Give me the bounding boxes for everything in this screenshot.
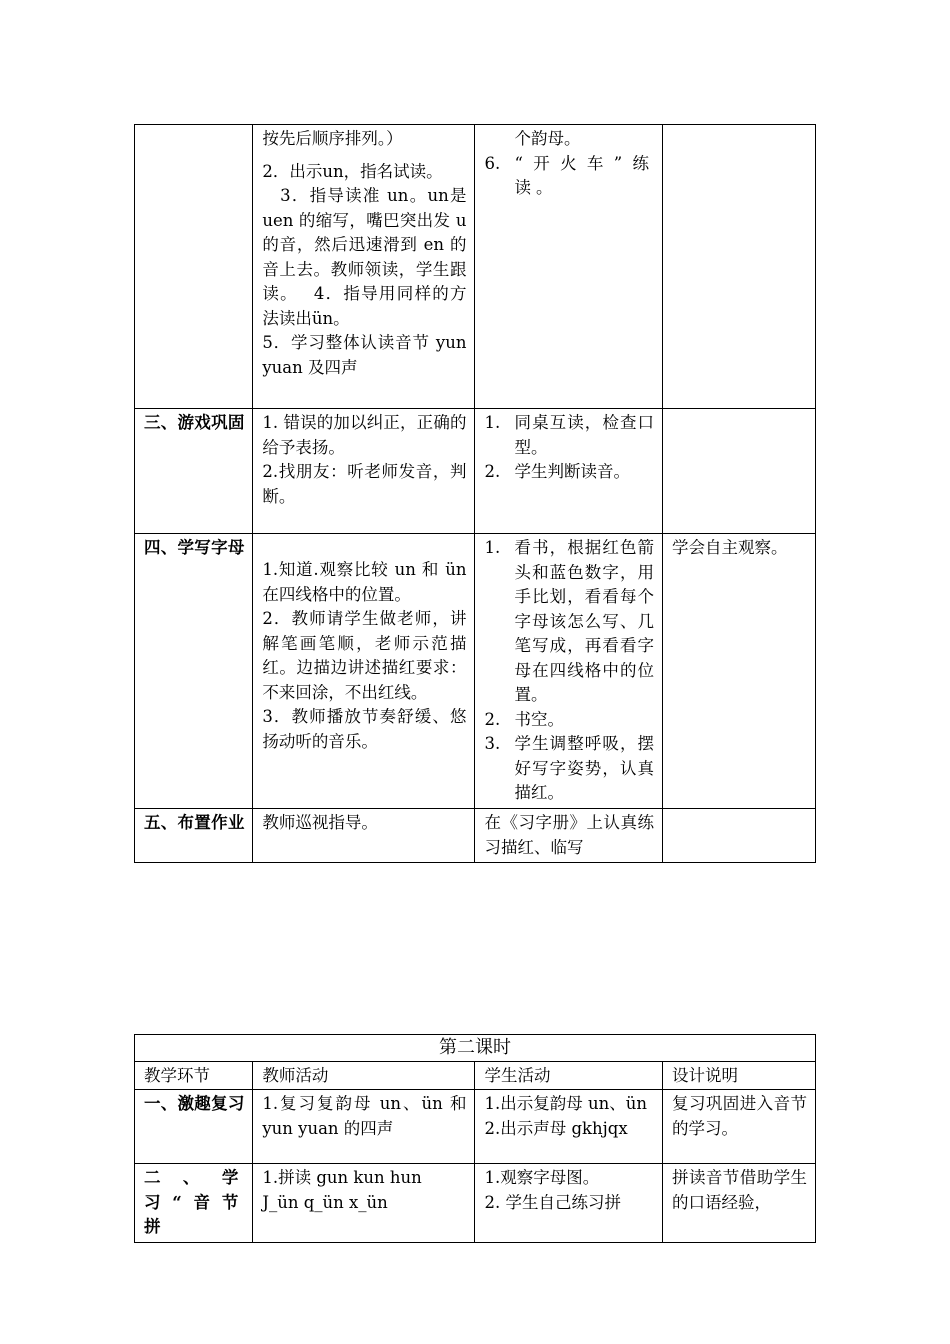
list-item — [484, 152, 654, 201]
teacher-line: 3．教师播放节奏舒缓、悠扬动听的音乐。 — [262, 707, 467, 751]
list-number: 6. — [484, 153, 501, 173]
design-note-cell — [663, 125, 816, 409]
teacher-activity-cell — [253, 125, 475, 409]
teacher-line: 1. 错误的加以纠正，正确的给予表扬。 — [262, 413, 467, 457]
teacher-line: 2．出示un，指名试读。 — [262, 161, 443, 181]
stage-cell — [135, 409, 253, 534]
stage-cell — [135, 125, 253, 409]
table-header-row — [135, 1062, 816, 1090]
teacher-line: 3．指导读准 un。un是 uen 的缩写，嘴巴突出发 u 的音，然后迅速滑到 en 的音上去。教师领读，学生跟读。 4．指导用同样的方法读出ün。 — [262, 186, 467, 328]
list-item — [484, 708, 654, 733]
stage-cell — [135, 809, 253, 863]
list-number: 1. — [484, 538, 501, 557]
design-note-cell — [663, 534, 816, 809]
teacher-line: 1.复习复韵母 un、ün 和 yun yuan 的四声 — [262, 1094, 467, 1138]
student-line: 2.出示声母 gkhjqx — [484, 1118, 628, 1138]
list-text: 看书，根据红色箭头和蓝色数字，用手比划，看看每个字母该怎么写、几笔写成，再看看字母在四线格中的位置。 — [514, 538, 655, 704]
student-activity-cell — [475, 409, 663, 534]
teacher-line: 5．学习整体认读音节 yun yuan 及四声 — [262, 333, 467, 377]
table-title-row — [135, 1035, 816, 1062]
teacher-line: 2．教师请学生做老师，讲解笔画笔顺，老师示范描红。边描边讲述描红要求：不来回涂，不出红线。 — [262, 609, 467, 702]
teacher-activity-cell — [253, 1164, 475, 1243]
design-note-cell — [663, 809, 816, 863]
list-item — [484, 732, 654, 806]
stage-cell — [135, 534, 253, 809]
list-text: 同桌互读，检查口型。 — [514, 413, 655, 457]
student-activity-cell — [475, 125, 663, 409]
list-item — [484, 460, 654, 485]
student-activity-cell — [475, 809, 663, 863]
student-line: 1.观察字母图。 — [484, 1168, 600, 1187]
table-row — [135, 1164, 816, 1243]
design-note: 拼读音节借助学生的口语经验， — [672, 1168, 807, 1212]
design-note: 学会自主观察。 — [672, 538, 788, 557]
list-text: 学生判断读音。 — [514, 462, 630, 481]
student-line: 1.出示复韵母 un、ün — [484, 1094, 647, 1113]
student-line: 在《习字册》上认真练习描红、临写 — [484, 813, 655, 857]
design-note: 复习巩固进入音节的学习。 — [672, 1094, 807, 1138]
stage-label: 三、游戏巩固 — [144, 413, 245, 432]
teacher-activity-cell — [253, 534, 475, 809]
table-row — [135, 1090, 816, 1164]
teacher-activity-cell — [253, 1090, 475, 1164]
design-note-cell — [663, 1164, 816, 1243]
teacher-line: J_ün q_ün x_ün — [262, 1192, 388, 1212]
column-header: 学生活动 — [475, 1062, 663, 1090]
table-row — [135, 534, 816, 809]
design-note-cell — [663, 409, 816, 534]
list-item — [484, 536, 654, 708]
column-header: 教师活动 — [253, 1062, 475, 1090]
teacher-line: 1.知道.观察比较 un 和 ün 在四线格中的位置。 — [262, 560, 467, 604]
lesson-table-2 — [134, 1034, 816, 1243]
list-number: 2. — [484, 462, 501, 481]
lesson-table-1 — [134, 124, 816, 863]
table-row — [135, 409, 816, 534]
column-header: 设计说明 — [663, 1062, 816, 1090]
student-line: 2. 学生自己练习拼 — [484, 1192, 621, 1212]
list-item — [484, 411, 654, 460]
stage-label: 四、学写字母 — [144, 538, 245, 557]
list-text: 学生调整呼吸，摆好写字姿势，认真描红。 — [514, 734, 655, 802]
teacher-line: 2.找朋友：听老师发音，判断。 — [262, 462, 467, 506]
student-activity-cell — [475, 1164, 663, 1243]
student-activity-cell — [475, 1090, 663, 1164]
list-number: 3. — [484, 734, 501, 753]
teacher-line: 按先后顺序排列。） — [262, 129, 403, 148]
stage-cell — [135, 1164, 253, 1243]
stage-cell — [135, 1090, 253, 1164]
list-number: 1. — [484, 413, 501, 432]
list-text: 书空。 — [514, 709, 564, 729]
student-activity-cell — [475, 534, 663, 809]
stage-label: 五、布置作业 — [144, 813, 245, 832]
column-header: 教学环节 — [135, 1062, 253, 1090]
table-row — [135, 125, 816, 409]
stage-label: 二、学习“音节拼 — [144, 1168, 245, 1236]
teacher-activity-cell — [253, 809, 475, 863]
teacher-line: 教师巡视指导。 — [262, 813, 378, 832]
stage-label: 一、激趣复习 — [144, 1094, 245, 1113]
list-number: 2. — [484, 709, 501, 729]
list-text: “开火车”练读。 — [514, 153, 655, 197]
table-title: 第二课时 — [135, 1035, 816, 1062]
table-row — [135, 809, 816, 863]
teacher-activity-cell — [253, 409, 475, 534]
design-note-cell — [663, 1090, 816, 1164]
teacher-line: 1.拼读 gun kun hun — [262, 1168, 422, 1187]
student-line: 个韵母。 — [514, 129, 581, 148]
